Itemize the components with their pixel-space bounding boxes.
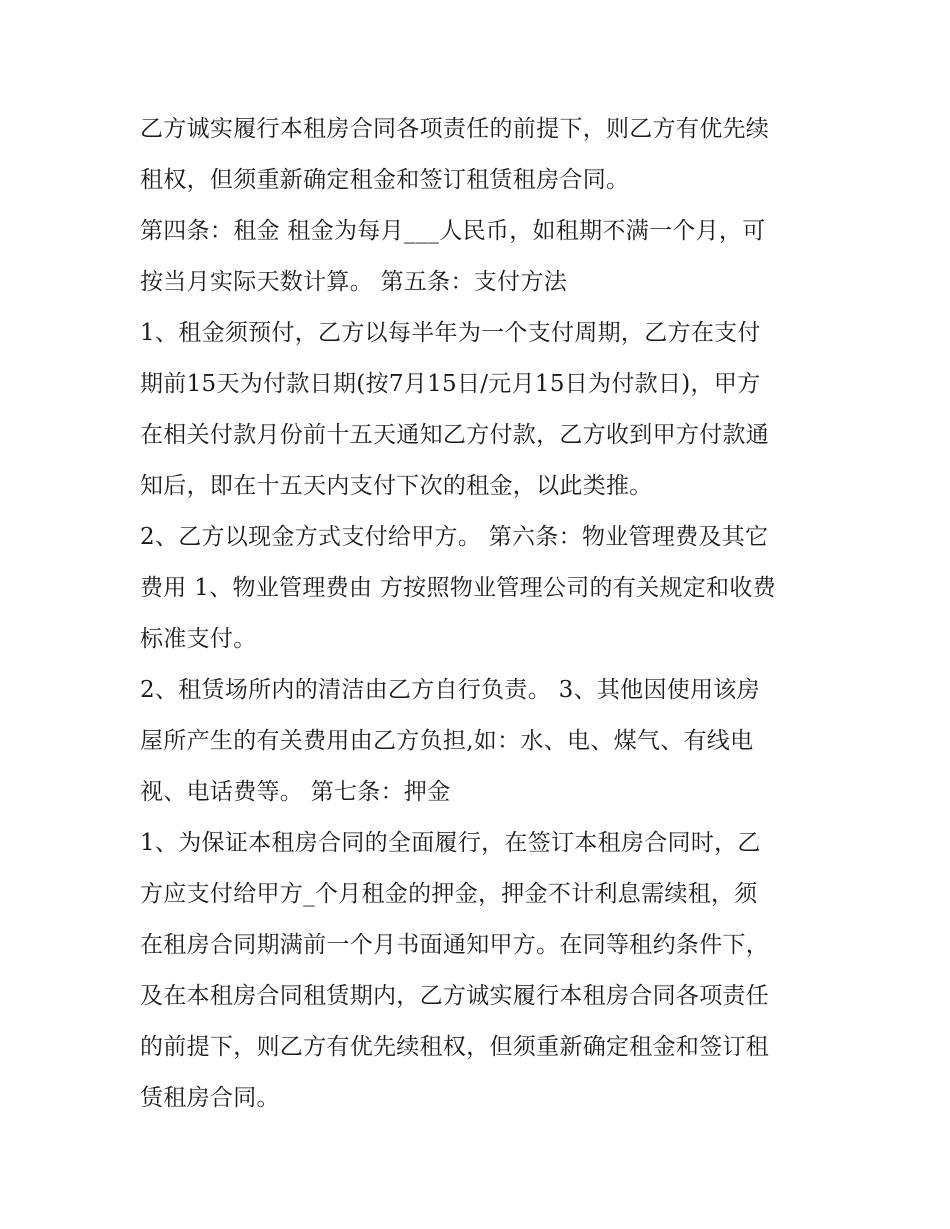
text-line: 期前15天为付款日期(按7月15日/元月15日为付款日)，甲方: [140, 371, 761, 397]
contract-text-body: [140, 104, 820, 1124]
text-line: 1、为保证本租房合同的全面履行，在签订本租房合同时，乙: [140, 830, 761, 856]
text-line: 1、租金须预付，乙方以每半年为一个支付周期，乙方在支付: [140, 320, 761, 346]
text-line: 标准支付。: [140, 626, 257, 652]
text-line: 2、乙方以现金方式支付给甲方。 第六条：物业管理费及其它: [140, 524, 769, 550]
text-line: 及在本租房合同租赁期内，乙方诚实履行本租房合同各项责任: [140, 983, 770, 1009]
text-line: 按当月实际天数计算。 第五条：支付方法: [140, 269, 568, 295]
text-line: 在相关付款月份前十五天通知乙方付款，乙方收到甲方付款通: [140, 422, 770, 448]
text-line: 在租房合同期满前一个月书面通知甲方。在同等租约条件下，: [140, 932, 770, 958]
text-line: 2、租赁场所内的清洁由乙方自行负责。 3、其他因使用该房: [140, 677, 760, 703]
text-line: 屋所产生的有关费用由乙方负担,如：水、电、煤气、有线电: [140, 728, 754, 754]
text-line: 方应支付给甲方_个月租金的押金，押金不计利息需续租，须: [140, 881, 758, 907]
text-line: 乙方诚实履行本租房合同各项责任的前提下，则乙方有优先续: [140, 116, 770, 142]
text-line: 知后，即在十五天内支付下次的租金，以此类推。: [140, 473, 653, 499]
text-line: 赁租房合同。: [140, 1085, 280, 1111]
text-line: 视、电话费等。 第七条：押金: [140, 779, 451, 805]
text-line: 第四条：租金 租金为每月___人民币，如租期不满一个月，可: [140, 218, 766, 244]
text-line: 租权，但须重新确定租金和签订租赁租房合同。: [140, 167, 630, 193]
text-line: 费用 1、物业管理费由 方按照物业管理公司的有关规定和收费: [140, 575, 776, 601]
text-line: 的前提下，则乙方有优先续租权，但须重新确定租金和签订租: [140, 1034, 770, 1060]
